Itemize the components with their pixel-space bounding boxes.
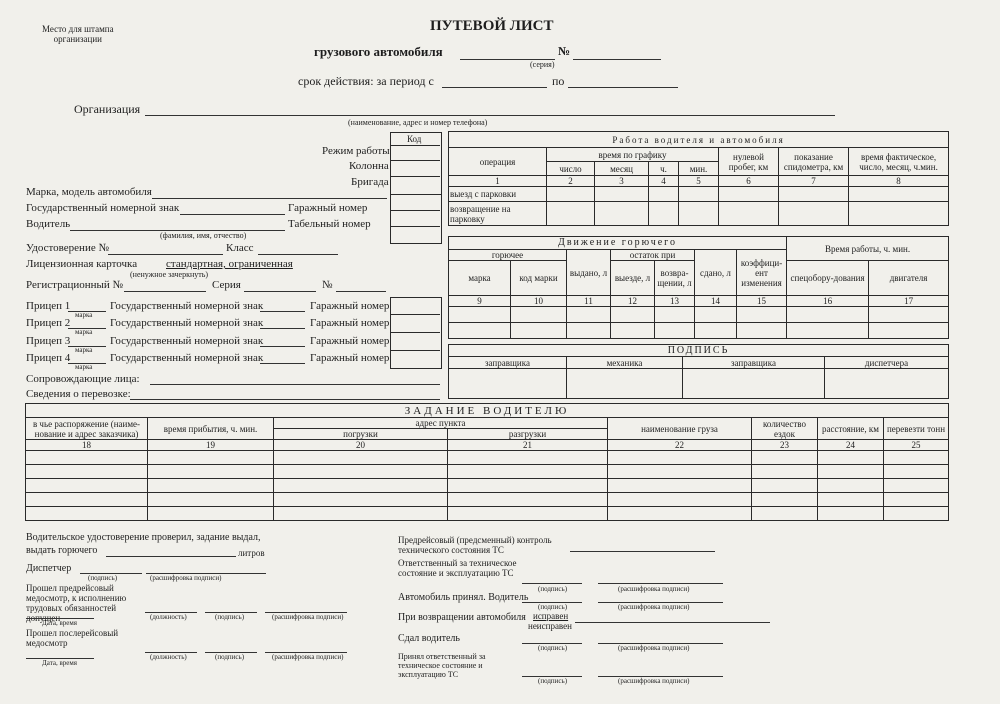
organization-label: Организация xyxy=(74,102,141,116)
tab-number-label: Табельный номер xyxy=(288,218,371,230)
col-brand-code: код марки xyxy=(511,261,567,296)
col-rides: количество ездок xyxy=(752,418,818,440)
garage-number-label: Гаражный номер xyxy=(288,202,368,214)
make-model-label: Марка, модель автомобиля xyxy=(26,186,152,198)
checked-label: Водительское удостоверение проверил, задание выдал, xyxy=(26,532,261,543)
code-work-mode: Режим работы xyxy=(322,145,390,157)
col-brand: марка xyxy=(449,261,511,296)
col-unloading: разгрузки xyxy=(448,429,608,440)
code-header: Код xyxy=(407,134,422,144)
series-caption: (серия) xyxy=(530,60,555,69)
state-number-label: Государственный номерной знак xyxy=(26,202,180,214)
signature-title: ПОДПИСЬ xyxy=(449,345,949,357)
work-title: Работа водителя и автомобиля xyxy=(449,132,949,148)
col-arrival: время прибытия, ч. мин. xyxy=(148,418,274,440)
task-table: ЗАДАНИЕ ВОДИТЕЛЮ в чье распоряжение (наиме-нование и адрес заказчика) время прибытия, ч. мин. адрес пункта наименование груза количество ездок расстояние, км перевезти тонн погрузки разгрузки 18 19 20 21 22 23 24 25 xyxy=(25,403,949,521)
fuel-issue-label: выдать горючего xyxy=(26,545,98,556)
received-label: Принял ответственный за техническое состояние и эксплуатацию ТС xyxy=(398,652,486,679)
code-column: Колонна xyxy=(349,160,389,172)
validity-to: по xyxy=(552,74,565,88)
col-zero-mileage: нулевой пробег, км xyxy=(719,148,779,176)
col-actual-time: время фактическое, число, месяц, ч.мин. xyxy=(849,148,949,176)
row-return: возвращение на парковку xyxy=(449,202,949,226)
trailer-garage-box xyxy=(390,297,442,369)
col-special: спецобору-дования xyxy=(787,261,869,296)
col-month: месяц xyxy=(595,162,649,176)
class-label: Класс xyxy=(226,242,254,254)
validity-label: срок действия: за период с xyxy=(298,74,434,88)
col-hours: ч. xyxy=(649,162,679,176)
post-medical-label: Прошел послерейсовый медосмотр xyxy=(26,628,119,648)
liters-label: литров xyxy=(238,548,265,558)
row-exit: выезд с парковки xyxy=(449,187,949,202)
escort-label: Сопровождающие лица: xyxy=(26,373,140,385)
work-table: Работа водителя и автомобиля операция время по графику нулевой пробег, км показание спидометра, км время фактическое, число, месяц, ч.мин. число месяц ч. мин. 1 2 3 4 5 6 7 8 выезд с парковки возвращение на парковку xyxy=(448,131,949,226)
license-label: Удостоверение № xyxy=(26,242,109,254)
col-fuel: горючее xyxy=(449,250,567,261)
page-subtitle: грузового автомобиля xyxy=(314,44,443,59)
table-row xyxy=(26,493,949,507)
col-minutes: мин. xyxy=(679,162,719,176)
reg-series-label: Серия xyxy=(212,279,241,291)
col-work-time: Время работы, ч. мин. xyxy=(787,237,949,261)
sig-fueler-2: заправщика xyxy=(683,357,825,369)
pre-control-label: Предрейсовый (предсменный) контроль технического состояния ТС xyxy=(398,535,552,555)
col-address: адрес пункта xyxy=(274,418,608,429)
driver-caption: (фамилия, имя, отчество) xyxy=(160,231,247,240)
sig-dispatcher: диспетчера xyxy=(825,357,949,369)
fuel-table: Движение горючего Время работы, ч. мин. горючее выдано, л остаток при сдано, л коэффици-ент изменения марка код марки выезде, л возвра-щении, л спецобору-дования двигателя 9 10 11 12 13 14 15 16 17 xyxy=(448,236,949,339)
card-values: стандартная, ограниченная xyxy=(166,258,293,270)
card-label: Лицензионная карточка xyxy=(26,258,138,270)
col-remain-return: возвра-щении, л xyxy=(655,261,695,296)
col-distance: расстояние, км xyxy=(818,418,884,440)
reg-num-label: № xyxy=(322,279,333,291)
fuel-title: Движение горючего xyxy=(449,237,787,250)
driver-label: Водитель xyxy=(26,218,71,230)
transport-info-label: Сведения о перевозке: xyxy=(26,388,131,400)
handed-label: Сдал водитель xyxy=(398,633,460,644)
col-remain-exit: выезде, л xyxy=(611,261,655,296)
col-engine: двигателя xyxy=(869,261,949,296)
on-return-label: При возвращении автомобиля xyxy=(398,612,526,623)
card-note: (ненужное зачеркнуть) xyxy=(130,270,209,279)
pre-medical-label: Прошел предрейсовый медосмотр, к исполнению трудовых обязанностей допущен xyxy=(26,583,127,623)
accepted-label: Автомобиль принял. Водитель xyxy=(398,592,529,603)
table-row xyxy=(26,507,949,521)
code-brigade: Бригада xyxy=(351,176,389,188)
col-customer: в чье распоряжение (наиме-нование и адрес заказчика) xyxy=(26,418,148,440)
col-cargo: наименование груза xyxy=(608,418,752,440)
responsible-label: Ответственный за техническое состояние и эксплуатацию ТС xyxy=(398,558,517,578)
table-row xyxy=(26,465,949,479)
col-schedule: время по графику xyxy=(547,148,719,162)
status-ok: исправен xyxy=(533,611,569,621)
col-day: число xyxy=(547,162,595,176)
signature-table xyxy=(448,344,949,399)
number-sign: № xyxy=(558,44,571,58)
reg-label: Регистрационный № xyxy=(26,279,124,291)
sig-mechanic: механика xyxy=(567,357,683,369)
col-loading: погрузки xyxy=(274,429,448,440)
table-row xyxy=(26,479,949,493)
col-delivered: сдано, л xyxy=(695,250,737,296)
sig-fueler-1: заправщика xyxy=(449,357,567,369)
stamp-place: Место для штампа организации xyxy=(42,24,114,44)
table-row xyxy=(26,451,949,465)
col-odometer: показание спидометра, км xyxy=(779,148,849,176)
col-tons: перевезти тонн xyxy=(884,418,949,440)
dispatcher-label: Диспетчер xyxy=(26,563,72,574)
task-title: ЗАДАНИЕ ВОДИТЕЛЮ xyxy=(26,404,949,418)
col-coef: коэффици-ент изменения xyxy=(737,250,787,296)
page-title: ПУТЕВОЙ ЛИСТ xyxy=(430,18,554,34)
col-operation: операция xyxy=(449,148,547,176)
col-issued: выдано, л xyxy=(567,250,611,296)
status-not-ok: неисправен xyxy=(528,621,572,631)
organization-caption: (наименование, адрес и номер телефона) xyxy=(348,118,488,127)
col-remain: остаток при xyxy=(611,250,695,261)
